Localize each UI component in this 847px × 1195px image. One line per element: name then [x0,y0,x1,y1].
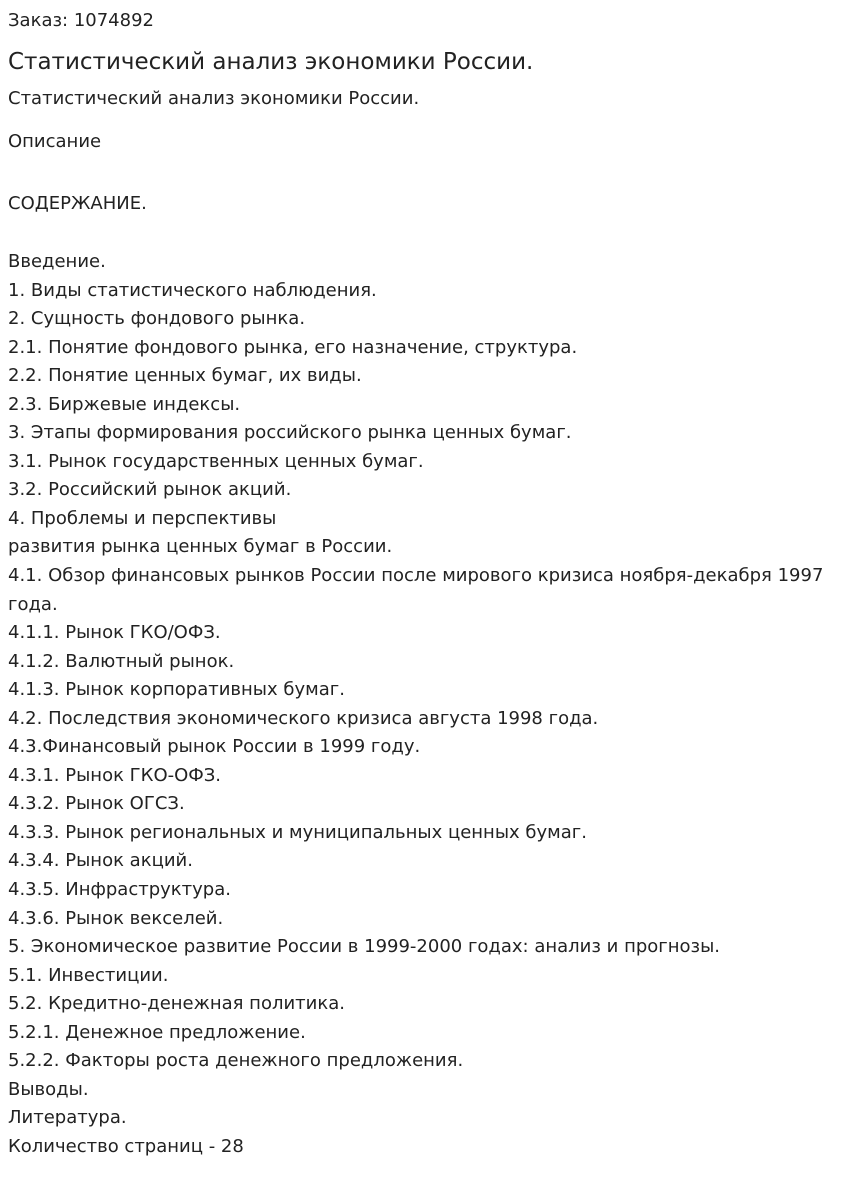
table-of-contents [8,248,839,1162]
toc-item: 2.1. Понятие фондового рынка, его назначение, структура. [8,336,578,358]
toc-item: Введение. [8,251,106,272]
toc-item: 5.2. Кредитно-денежная политика. [8,993,345,1015]
toc-item: 5.2.1. Денежное предложение. [8,1021,306,1043]
toc-item: 4. Проблемы и перспективы [8,507,277,529]
toc-item: 2.2. Понятие ценных бумаг, их виды. [8,365,362,387]
page-title: Статистический анализ экономики России. [8,49,534,75]
toc-item: 2.3. Биржевые индексы. [8,393,241,415]
toc-item: 5.2.2. Факторы роста денежного предложения. [8,1050,464,1072]
toc-item: Литература. [8,1107,127,1129]
toc-item: 3. Этапы формирования российского рынка ценных бумаг. [8,422,572,444]
toc-item: 3.1. Рынок государственных ценных бумаг. [8,450,424,472]
toc-item: 4.3.Финансовый рынок России в 1999 году. [8,736,421,758]
toc-item: 5. Экономическое развитие России в 1999-2000 годах: анализ и прогнозы. [8,936,721,958]
order-number: Заказ: 1074892 [8,10,154,31]
toc-item: 4.1.2. Валютный рынок. [8,650,235,672]
contents-heading: СОДЕРЖАНИЕ. [8,193,147,214]
toc-item: Количество страниц - 28 [8,1135,244,1157]
toc-item: 2. Сущность фондового рынка. [8,308,306,330]
toc-item: 4.1.1. Рынок ГКО/ОФЗ. [8,622,221,644]
description-heading: Описание [8,131,102,152]
toc-item: развития рынка ценных бумаг в России. [8,536,393,558]
toc-item: 4.3.5. Инфраструктура. [8,879,231,901]
page-subtitle: Статистический анализ экономики России. [8,88,420,109]
toc-item: 3.2. Российский рынок акций. [8,479,292,501]
toc-item: 4.1. Обзор финансовых рынков России после мирового кризиса ноября-декабря 1997 года. [8,565,824,615]
toc-item: 4.1.3. Рынок корпоративных бумаг. [8,679,345,701]
toc-item: 5.1. Инвестиции. [8,964,169,986]
toc-item: 4.3.3. Рынок региональных и муниципальных ценных бумаг. [8,821,587,843]
toc-item: 4.3.6. Рынок векселей. [8,907,224,929]
toc-item: 4.3.4. Рынок акций. [8,850,193,872]
toc-item: 4.3.1. Рынок ГКО-ОФЗ. [8,764,222,786]
toc-item: Выводы. [8,1078,89,1100]
toc-item: 4.3.2. Рынок ОГСЗ. [8,793,185,815]
toc-item: 4.2. Последствия экономического кризиса августа 1998 года. [8,707,599,729]
toc-item: 1. Виды статистического наблюдения. [8,279,377,301]
